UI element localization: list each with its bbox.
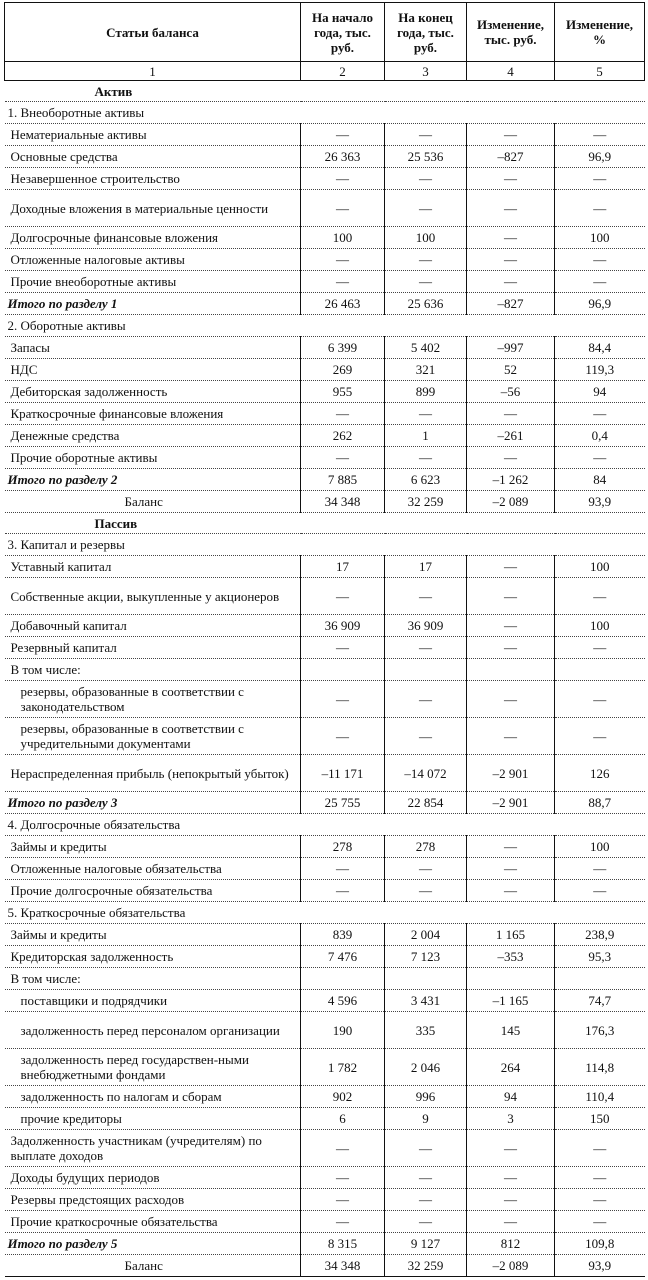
value-end-year: 6 623: [385, 469, 467, 491]
column-number-row: [5, 62, 645, 81]
table-row: [5, 858, 645, 880]
value-change-pct: 0,4: [555, 425, 645, 447]
table-row: [5, 271, 645, 293]
value-end-year: 36 909: [385, 615, 467, 637]
value-start-year: —: [301, 124, 385, 146]
value-change-abs: –2 901: [467, 792, 555, 814]
value-start-year: 902: [301, 1086, 385, 1108]
row-label: задолженность перед государствен-ными внебюджетными фондами: [5, 1049, 301, 1086]
value-end-year: 335: [385, 1012, 467, 1049]
value-change-pct: —: [555, 190, 645, 227]
table-row: [5, 1189, 645, 1211]
value-change-abs: —: [467, 858, 555, 880]
value-change-pct: —: [555, 249, 645, 271]
row-label: НДС: [5, 359, 301, 381]
value-change-abs: –2 089: [467, 491, 555, 513]
value-start-year: 34 348: [301, 1255, 385, 1277]
value-end-year: —: [385, 168, 467, 190]
value-end-year: —: [385, 447, 467, 469]
value-end-year: —: [385, 249, 467, 271]
value-start-year: 25 755: [301, 792, 385, 814]
value-end-year: —: [385, 1189, 467, 1211]
table-row: [5, 1049, 645, 1086]
row-label: В том числе:: [5, 659, 301, 681]
balance-table: [4, 2, 645, 1277]
table-row: [5, 990, 645, 1012]
row-label: Прочие долгосрочные обязательства: [5, 880, 301, 902]
group-heading-row: [5, 534, 645, 556]
value-end-year: —: [385, 637, 467, 659]
row-label: Займы и кредиты: [5, 924, 301, 946]
table-row: [5, 718, 645, 755]
value-end-year: —: [385, 858, 467, 880]
table-row: [5, 447, 645, 469]
value-change-pct: 94: [555, 381, 645, 403]
value-change-abs: 812: [467, 1233, 555, 1255]
row-label: Резервный капитал: [5, 637, 301, 659]
row-label: Дебиторская задолженность: [5, 381, 301, 403]
value-change-abs: —: [467, 556, 555, 578]
value-start-year: —: [301, 880, 385, 902]
value-start-year: 262: [301, 425, 385, 447]
value-start-year: [301, 968, 385, 990]
value-change-abs: [467, 659, 555, 681]
group-heading-row: [5, 315, 645, 337]
column-number: 3: [385, 62, 467, 81]
value-change-pct: 96,9: [555, 146, 645, 168]
value-change-abs: —: [467, 836, 555, 858]
value-change-pct: —: [555, 578, 645, 615]
value-start-year: 8 315: [301, 1233, 385, 1255]
value-start-year: 26 463: [301, 293, 385, 315]
value-start-year: —: [301, 681, 385, 718]
value-end-year: 17: [385, 556, 467, 578]
value-change-abs: –1 165: [467, 990, 555, 1012]
value-end-year: –14 072: [385, 755, 467, 792]
value-end-year: 2 046: [385, 1049, 467, 1086]
value-change-abs: –2 089: [467, 1255, 555, 1277]
value-change-abs: 3: [467, 1108, 555, 1130]
row-label: Доходные вложения в материальные ценности: [5, 190, 301, 227]
value-change-abs: —: [467, 681, 555, 718]
header-items: Статьи баланса: [5, 3, 301, 62]
value-end-year: —: [385, 880, 467, 902]
value-change-pct: 176,3: [555, 1012, 645, 1049]
row-label: Доходы будущих периодов: [5, 1167, 301, 1189]
row-label: задолженность перед персоналом организации: [5, 1012, 301, 1049]
row-label: Займы и кредиты: [5, 836, 301, 858]
value-change-abs: 94: [467, 1086, 555, 1108]
value-start-year: 269: [301, 359, 385, 381]
row-label: Незавершенное строительство: [5, 168, 301, 190]
row-label: Нераспределенная прибыль (непокрытый убыток): [5, 755, 301, 792]
row-label: Денежные средства: [5, 425, 301, 447]
value-change-pct: —: [555, 681, 645, 718]
row-label: Баланс: [5, 491, 301, 513]
value-end-year: 899: [385, 381, 467, 403]
value-change-pct: 109,8: [555, 1233, 645, 1255]
table-row: [5, 755, 645, 792]
table-row: [5, 1130, 645, 1167]
value-change-abs: —: [467, 447, 555, 469]
value-change-abs: —: [467, 880, 555, 902]
value-end-year: 3 431: [385, 990, 467, 1012]
value-change-pct: —: [555, 1189, 645, 1211]
value-change-pct: 126: [555, 755, 645, 792]
value-start-year: —: [301, 718, 385, 755]
value-start-year: –11 171: [301, 755, 385, 792]
value-change-abs: —: [467, 1130, 555, 1167]
table-body: [5, 81, 645, 1277]
value-end-year: —: [385, 124, 467, 146]
value-end-year: 100: [385, 227, 467, 249]
value-end-year: 278: [385, 836, 467, 858]
value-change-pct: 114,8: [555, 1049, 645, 1086]
value-change-abs: —: [467, 124, 555, 146]
value-change-abs: —: [467, 249, 555, 271]
value-start-year: —: [301, 249, 385, 271]
value-start-year: —: [301, 1130, 385, 1167]
value-end-year: —: [385, 403, 467, 425]
column-number: 4: [467, 62, 555, 81]
group-heading: 4. Долгосрочные обязательства: [5, 814, 645, 836]
value-change-abs: 145: [467, 1012, 555, 1049]
value-start-year: 6 399: [301, 337, 385, 359]
value-change-pct: 100: [555, 556, 645, 578]
value-change-pct: —: [555, 637, 645, 659]
column-number: 5: [555, 62, 645, 81]
value-start-year: —: [301, 168, 385, 190]
value-start-year: —: [301, 858, 385, 880]
value-end-year: —: [385, 1211, 467, 1233]
value-change-pct: 96,9: [555, 293, 645, 315]
value-change-abs: —: [467, 637, 555, 659]
row-label: Отложенные налоговые обязательства: [5, 858, 301, 880]
value-change-pct: —: [555, 124, 645, 146]
value-change-pct: 74,7: [555, 990, 645, 1012]
value-end-year: 25 636: [385, 293, 467, 315]
table-row: [5, 359, 645, 381]
table-row: [5, 1012, 645, 1049]
table-row: [5, 1255, 645, 1277]
table-row: [5, 615, 645, 637]
table-row: [5, 946, 645, 968]
value-change-abs: 1 165: [467, 924, 555, 946]
value-end-year: 25 536: [385, 146, 467, 168]
value-change-abs: —: [467, 615, 555, 637]
table-row: [5, 578, 645, 615]
value-end-year: [385, 659, 467, 681]
value-end-year: [385, 968, 467, 990]
row-label: поставщики и подрядчики: [5, 990, 301, 1012]
table-row: [5, 425, 645, 447]
value-start-year: —: [301, 1211, 385, 1233]
value-end-year: —: [385, 681, 467, 718]
row-label: Баланс: [5, 1255, 301, 1277]
row-label: Прочие оборотные активы: [5, 447, 301, 469]
value-change-pct: —: [555, 271, 645, 293]
value-end-year: 2 004: [385, 924, 467, 946]
value-change-pct: 84: [555, 469, 645, 491]
value-change-abs: —: [467, 1211, 555, 1233]
value-end-year: 7 123: [385, 946, 467, 968]
row-label: Собственные акции, выкупленные у акционеров: [5, 578, 301, 615]
table-row: [5, 1167, 645, 1189]
row-label: задолженность по налогам и сборам: [5, 1086, 301, 1108]
row-label: Краткосрочные финансовые вложения: [5, 403, 301, 425]
value-change-abs: —: [467, 578, 555, 615]
row-label: Резервы предстоящих расходов: [5, 1189, 301, 1211]
value-change-pct: 150: [555, 1108, 645, 1130]
value-end-year: 32 259: [385, 491, 467, 513]
table-row: [5, 190, 645, 227]
value-start-year: —: [301, 637, 385, 659]
table-row: [5, 968, 645, 990]
value-change-abs: —: [467, 168, 555, 190]
value-change-pct: —: [555, 447, 645, 469]
value-change-abs: –827: [467, 293, 555, 315]
row-label: Прочие внеоборотные активы: [5, 271, 301, 293]
value-start-year: 100: [301, 227, 385, 249]
value-start-year: —: [301, 1167, 385, 1189]
row-label: Итого по разделу 3: [5, 792, 301, 814]
value-change-abs: —: [467, 1167, 555, 1189]
value-change-abs: —: [467, 190, 555, 227]
value-change-abs: –2 901: [467, 755, 555, 792]
value-change-pct: 100: [555, 615, 645, 637]
table-row: [5, 1233, 645, 1255]
value-change-pct: —: [555, 1167, 645, 1189]
table-row: [5, 681, 645, 718]
value-change-pct: —: [555, 1211, 645, 1233]
row-label: Кредиторская задолженность: [5, 946, 301, 968]
value-start-year: 26 363: [301, 146, 385, 168]
value-change-pct: —: [555, 403, 645, 425]
value-change-pct: 93,9: [555, 491, 645, 513]
value-start-year: 36 909: [301, 615, 385, 637]
row-label: Задолженность участникам (учредителям) по выплате доходов: [5, 1130, 301, 1167]
row-label: Отложенные налоговые активы: [5, 249, 301, 271]
table-row: [5, 168, 645, 190]
table-row: [5, 337, 645, 359]
value-start-year: —: [301, 578, 385, 615]
row-label: Уставный капитал: [5, 556, 301, 578]
value-end-year: 996: [385, 1086, 467, 1108]
value-end-year: —: [385, 1167, 467, 1189]
value-change-pct: —: [555, 168, 645, 190]
table-row: [5, 249, 645, 271]
column-number: 1: [5, 62, 301, 81]
value-end-year: 32 259: [385, 1255, 467, 1277]
row-label: Долгосрочные финансовые вложения: [5, 227, 301, 249]
value-end-year: —: [385, 190, 467, 227]
value-end-year: 9 127: [385, 1233, 467, 1255]
value-start-year: 17: [301, 556, 385, 578]
row-label: Итого по разделу 1: [5, 293, 301, 315]
table-row: [5, 880, 645, 902]
table-row: [5, 1086, 645, 1108]
value-start-year: [301, 659, 385, 681]
row-label: Нематериальные активы: [5, 124, 301, 146]
header-change-pct: Изменение, %: [555, 3, 645, 62]
table-row: [5, 403, 645, 425]
value-change-abs: —: [467, 271, 555, 293]
table-row: [5, 1211, 645, 1233]
value-start-year: 278: [301, 836, 385, 858]
value-change-abs: –997: [467, 337, 555, 359]
value-change-pct: 100: [555, 227, 645, 249]
value-start-year: 6: [301, 1108, 385, 1130]
value-change-abs: [467, 968, 555, 990]
value-change-abs: —: [467, 718, 555, 755]
section-heading: Актив: [5, 81, 645, 102]
balance-sheet-document: [4, 2, 644, 1277]
value-start-year: 190: [301, 1012, 385, 1049]
value-start-year: 7 476: [301, 946, 385, 968]
value-change-pct: [555, 968, 645, 990]
table-row: [5, 1108, 645, 1130]
value-change-abs: —: [467, 403, 555, 425]
section-heading: Пассив: [5, 513, 645, 534]
value-change-pct: —: [555, 880, 645, 902]
value-end-year: —: [385, 718, 467, 755]
row-label: прочие кредиторы: [5, 1108, 301, 1130]
value-start-year: 7 885: [301, 469, 385, 491]
table-row: [5, 659, 645, 681]
table-row: [5, 556, 645, 578]
table-row: [5, 381, 645, 403]
value-change-abs: –261: [467, 425, 555, 447]
table-row: [5, 924, 645, 946]
value-end-year: 5 402: [385, 337, 467, 359]
value-start-year: 4 596: [301, 990, 385, 1012]
value-change-abs: —: [467, 227, 555, 249]
table-row: [5, 227, 645, 249]
row-label: Добавочный капитал: [5, 615, 301, 637]
value-start-year: 839: [301, 924, 385, 946]
value-change-pct: —: [555, 1130, 645, 1167]
value-end-year: 22 854: [385, 792, 467, 814]
header-change-abs: Изменение, тыс. руб.: [467, 3, 555, 62]
table-row: [5, 293, 645, 315]
table-row: [5, 637, 645, 659]
group-heading-row: [5, 902, 645, 924]
header-start-year: На начало года, тыс. руб.: [301, 3, 385, 62]
row-label: Итого по разделу 2: [5, 469, 301, 491]
row-label: Запасы: [5, 337, 301, 359]
value-change-abs: –353: [467, 946, 555, 968]
header-row: [5, 3, 645, 62]
value-start-year: 34 348: [301, 491, 385, 513]
value-start-year: —: [301, 190, 385, 227]
group-heading: 3. Капитал и резервы: [5, 534, 645, 556]
group-heading-row: [5, 814, 645, 836]
table-row: [5, 792, 645, 814]
row-label: резервы, образованные в соответствии с учредительными документами: [5, 718, 301, 755]
row-label: Итого по разделу 5: [5, 1233, 301, 1255]
table-row: [5, 146, 645, 168]
group-heading: 2. Оборотные активы: [5, 315, 645, 337]
value-change-pct: 110,4: [555, 1086, 645, 1108]
row-label: резервы, образованные в соответствии с законодательством: [5, 681, 301, 718]
value-start-year: —: [301, 403, 385, 425]
row-label: В том числе:: [5, 968, 301, 990]
value-change-abs: —: [467, 1189, 555, 1211]
row-label: Основные средства: [5, 146, 301, 168]
value-end-year: 1: [385, 425, 467, 447]
value-end-year: 321: [385, 359, 467, 381]
value-end-year: —: [385, 578, 467, 615]
column-number: 2: [301, 62, 385, 81]
value-change-pct: 238,9: [555, 924, 645, 946]
value-start-year: 955: [301, 381, 385, 403]
value-change-pct: 119,3: [555, 359, 645, 381]
value-start-year: 1 782: [301, 1049, 385, 1086]
section-heading-row: [5, 81, 645, 102]
value-change-pct: [555, 659, 645, 681]
value-change-abs: 264: [467, 1049, 555, 1086]
table-row: [5, 469, 645, 491]
section-heading-row: [5, 513, 645, 534]
value-change-pct: —: [555, 858, 645, 880]
value-change-abs: 52: [467, 359, 555, 381]
group-heading-row: [5, 102, 645, 124]
value-change-pct: 100: [555, 836, 645, 858]
value-change-abs: –56: [467, 381, 555, 403]
group-heading: 5. Краткосрочные обязательства: [5, 902, 645, 924]
header-end-year: На конец года, тыс. руб.: [385, 3, 467, 62]
value-change-pct: 88,7: [555, 792, 645, 814]
value-end-year: 9: [385, 1108, 467, 1130]
value-start-year: —: [301, 271, 385, 293]
table-row: [5, 124, 645, 146]
value-change-abs: –827: [467, 146, 555, 168]
value-start-year: —: [301, 1189, 385, 1211]
value-end-year: —: [385, 1130, 467, 1167]
table-row: [5, 491, 645, 513]
value-change-pct: 93,9: [555, 1255, 645, 1277]
value-change-abs: –1 262: [467, 469, 555, 491]
value-change-pct: —: [555, 718, 645, 755]
row-label: Прочие краткосрочные обязательства: [5, 1211, 301, 1233]
value-end-year: —: [385, 271, 467, 293]
table-row: [5, 836, 645, 858]
group-heading: 1. Внеоборотные активы: [5, 102, 645, 124]
value-start-year: —: [301, 447, 385, 469]
value-change-pct: 84,4: [555, 337, 645, 359]
value-change-pct: 95,3: [555, 946, 645, 968]
